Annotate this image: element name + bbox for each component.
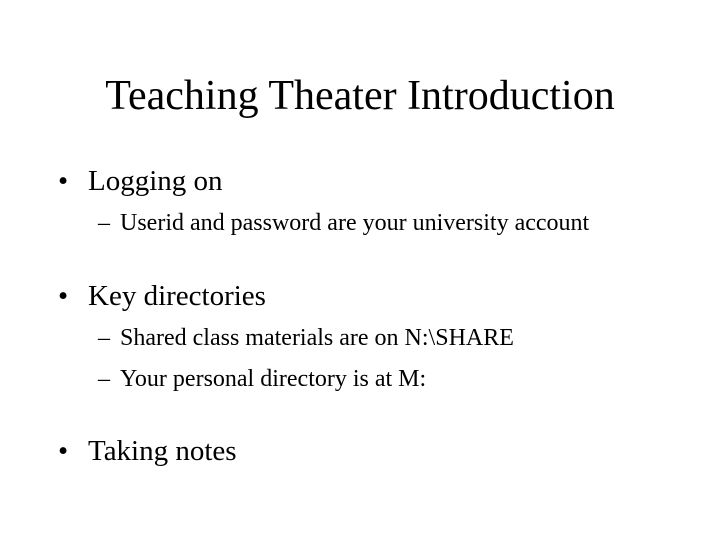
- subitem-personal-directory: [98, 364, 426, 394]
- subitem-text: Userid and password are your university account: [120, 210, 590, 236]
- bullet-marker: •: [58, 280, 69, 312]
- subitem-text: Your personal directory is at M:: [120, 366, 427, 392]
- subitem-marker: –: [98, 325, 110, 351]
- bullet-marker: •: [58, 435, 69, 467]
- bullet-logging-on: [58, 163, 223, 199]
- subitem-shared-materials: [98, 323, 514, 353]
- bullet-key-directories: [58, 278, 266, 314]
- bullet-text: Taking notes: [88, 435, 237, 467]
- bullet-marker: •: [58, 165, 69, 197]
- subitem-marker: –: [98, 210, 110, 236]
- slide-title: Teaching Theater Introduction: [105, 73, 615, 119]
- subitem-text: Shared class materials are on N:\SHARE: [120, 325, 514, 351]
- subitem-userid: [98, 208, 589, 238]
- bullet-text: Key directories: [88, 280, 266, 312]
- bullet-text: Logging on: [88, 165, 223, 197]
- subitem-marker: –: [98, 366, 110, 392]
- bullet-taking-notes: [58, 433, 237, 469]
